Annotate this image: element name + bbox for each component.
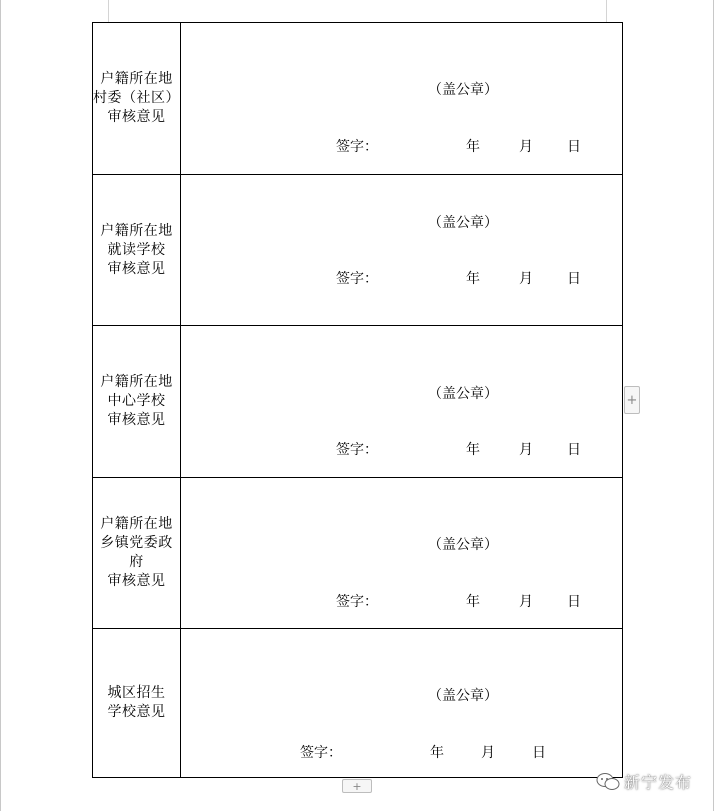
label-cell[interactable] xyxy=(93,478,181,628)
label-line: 户籍所在地 xyxy=(100,222,173,239)
label-line: 城区招生 xyxy=(107,685,166,701)
label-line: 审核意见 xyxy=(107,260,166,277)
month-label: 月 xyxy=(481,745,495,761)
day-label: 日 xyxy=(567,594,581,610)
approval-table xyxy=(92,22,623,778)
label-line: 学校意见 xyxy=(107,704,166,720)
month-label: 月 xyxy=(519,139,533,155)
table-row xyxy=(93,478,622,629)
label-cell[interactable] xyxy=(93,326,181,477)
watermark xyxy=(596,770,692,793)
label-line: 中心学校 xyxy=(107,393,166,409)
seal-text: （盖公章） xyxy=(428,386,498,402)
year-label: 年 xyxy=(466,139,480,155)
signature-label: 签字： xyxy=(300,745,342,761)
label-line: 就读学校 xyxy=(107,241,166,258)
seal-text: （盖公章） xyxy=(428,82,498,98)
year-label: 年 xyxy=(466,271,480,287)
signature-label: 签字： xyxy=(336,139,378,155)
label-line: 村委（社区） xyxy=(93,90,180,106)
year-label: 年 xyxy=(466,442,480,458)
page-margin-left xyxy=(108,0,109,22)
watermark-text: 新宁发布 xyxy=(624,773,693,792)
table-row xyxy=(93,23,622,175)
signature-label: 签字： xyxy=(336,594,378,610)
label-cell[interactable] xyxy=(93,629,181,777)
label-line: 审核意见 xyxy=(107,573,166,589)
label-cell[interactable] xyxy=(93,175,181,325)
add-column-button[interactable]: + xyxy=(624,386,640,414)
day-label: 日 xyxy=(567,271,581,287)
seal-text: （盖公章） xyxy=(428,688,498,704)
label-line: 户籍所在地 xyxy=(100,516,173,532)
table-row xyxy=(93,175,622,326)
seal-text: （盖公章） xyxy=(428,537,498,553)
label-line: 审核意见 xyxy=(107,412,166,428)
year-label: 年 xyxy=(466,594,480,610)
day-label: 日 xyxy=(532,745,546,761)
year-label: 年 xyxy=(430,745,444,761)
month-label: 月 xyxy=(519,271,533,287)
label-line: 府 xyxy=(129,554,144,570)
month-label: 月 xyxy=(519,594,533,610)
label-line: 审核意见 xyxy=(107,109,166,125)
month-label: 月 xyxy=(519,442,533,458)
page-margin-right xyxy=(606,0,607,22)
table-row xyxy=(93,326,622,478)
signature-label: 签字： xyxy=(336,442,378,458)
signature-label: 签字： xyxy=(336,271,378,287)
day-label: 日 xyxy=(567,139,581,155)
label-line: 户籍所在地 xyxy=(100,374,173,390)
label-line: 乡镇党委政 xyxy=(100,535,173,551)
day-label: 日 xyxy=(567,442,581,458)
label-cell[interactable] xyxy=(93,23,181,174)
window-frame-right xyxy=(713,0,714,811)
label-line: 户籍所在地 xyxy=(100,71,173,87)
table-row xyxy=(93,629,622,777)
wechat-icon xyxy=(596,772,620,792)
add-row-button[interactable]: + xyxy=(342,779,372,793)
seal-text: （盖公章） xyxy=(428,215,498,231)
window-frame-left xyxy=(0,0,1,811)
